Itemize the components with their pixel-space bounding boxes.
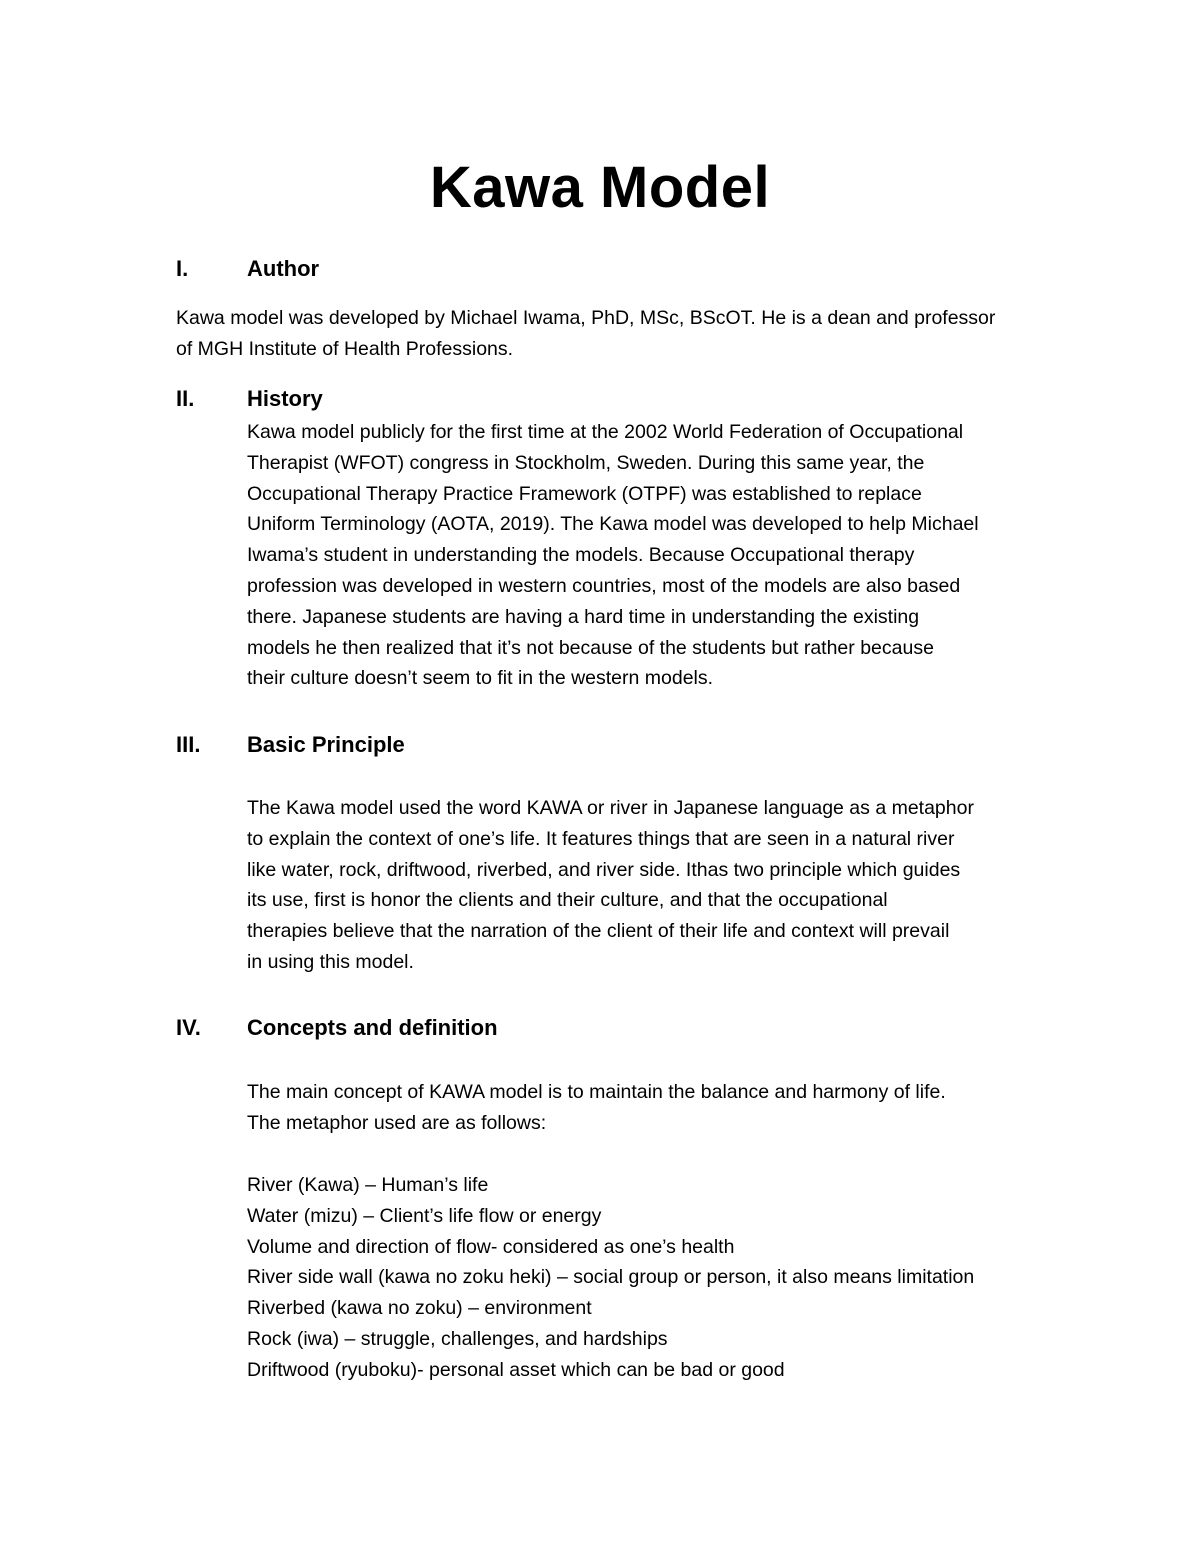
history-paragraph [247,417,979,694]
list-item: Driftwood (ryuboku)- personal asset which can be bad or good [247,1358,785,1381]
section-title: Basic Principle [247,732,405,757]
text-line: Occupational Therapy Practice Framework (OTPF) was established to replace [247,482,922,505]
text-line: Kawa model was developed by Michael Iwama, PhD, MSc, BScOT. He is a dean and professor [176,307,996,329]
section-title: Author [247,256,320,281]
list-item: Riverbed (kawa no zoku) – environment [247,1297,592,1320]
metaphor-list [247,1170,974,1386]
text-line: of MGH Institute of Health Professions. [176,337,514,360]
list-item: Rock (iwa) – struggle, challenges, and hardships [247,1327,668,1350]
section-number: II. [176,386,195,411]
list-item: Water (mizu) – Client’s life flow or energy [247,1204,602,1227]
concepts-intro-paragraph [247,1077,946,1139]
list-item: River side wall (kawa no zoku heki) – social group or person, it also means limitation [247,1266,975,1289]
text-line: Therapist (WFOT) congress in Stockholm, Sweden. During this same year, the [247,451,925,474]
text-line: Kawa model publicly for the first time at the 2002 World Federation of Occupational [247,421,964,443]
text-line: The metaphor used are as follows: [247,1111,547,1134]
section-title: Concepts and definition [247,1015,498,1040]
text-line: Iwama’s student in understanding the models. Because Occupational therapy [247,544,915,567]
text-line: their culture doesn’t seem to fit in the western models. [247,667,714,690]
text-line: therapies believe that the narration of the client of their life and context will prevail [247,920,950,943]
text-line: The Kawa model used the word KAWA or river in Japanese language as a metaphor [247,797,974,819]
section-number: I. [176,256,189,281]
section-number: III. [176,732,201,757]
document-title: Kawa Model [429,155,771,220]
text-line: like water, rock, driftwood, riverbed, and river side. Ithas two principle which guides [247,858,961,881]
basic-principle-paragraph [247,793,974,978]
section-number: IV. [176,1015,201,1040]
text-line: in using this model. [247,950,414,973]
text-line: its use, first is honor the clients and their culture, and that the occupational [247,889,888,912]
list-item: River (Kawa) – Human’s life [247,1174,489,1196]
text-line: The main concept of KAWA model is to maintain the balance and harmony of life. [247,1081,946,1103]
text-line: there. Japanese students are having a hard time in understanding the existing [247,605,920,628]
text-line: to explain the context of one’s life. It features things that are seen in a natural river [247,827,955,850]
section-title: History [247,386,323,411]
text-line: profession was developed in western countries, most of the models are also based [247,574,961,597]
text-line: models he then realized that it’s not because of the students but rather because [247,636,934,659]
author-paragraph [176,303,995,365]
list-item: Volume and direction of flow- considered as one’s health [247,1235,735,1258]
text-line: Uniform Terminology (AOTA, 2019). The Kawa model was developed to help Michael [247,513,979,536]
